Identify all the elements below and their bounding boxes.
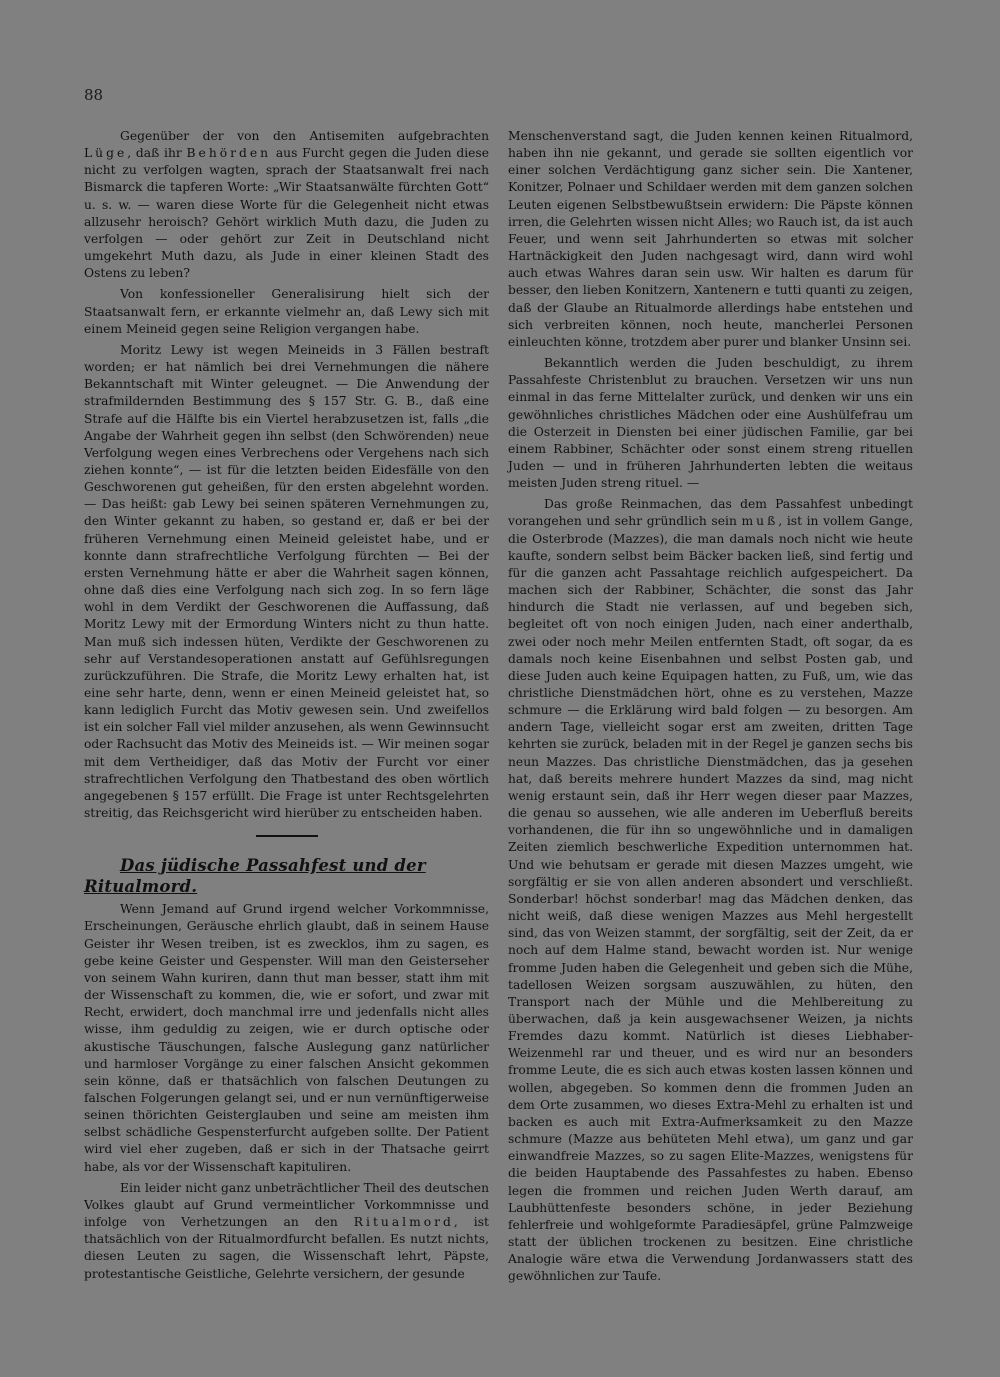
paragraph: Bekanntlich werden die Juden beschuldigt, zu ihrem Passahfeste Christenblut zu brauchen. Versetzen wir uns nun einmal in das ferne Mittelalter zurück, und denken wir uns ein gewöhnliches christliches Mädchen oder eine Aushülfefrau um die Osterzeit in Diensten bei einer jüdischen Familie, gar bei einem Rabbiner, Schächter oder sonst einem streng rituellen Juden — und in früheren Jahrhunderten lebten die weitaus meisten Juden streng rituel. — [508,356,913,491]
paragraph: Gegenüber der von den Antisemiten aufgebrachten Lüge, daß ihr Behörden aus Furcht gegen die Juden diese nicht zu verfolgen wagten, sprach der Staatsanwalt frei nach Bismarck die tapferen Worte: „Wir Staatsanwälte fürchten Gott“ u. s. w. — waren diese Worte für die Gelegenheit nicht etwas allzusehr heroisch? Gehört wirklich Muth dazu, die Juden zu verfolgen — oder gehört zur Zeit in Deutschland nicht umgekehrt Muth dazu, als Jude in einer kleinen Stadt des Ostens zu leben? [84,129,489,281]
paragraph: Ein leider nicht ganz unbeträchtlicher Theil des deutschen Volkes glaubt auf Grund vermeintlicher Vorkommnisse und infolge von Verhetzungen an den Ritualmord, ist thatsächlich von der Ritualmordfurcht befallen. Es nutzt nichts, diesen Leuten zu sagen, die Wissenschaft lehrt, Päpste, protestantische Geistliche, Gelehrte versichern, der gesunde [84,1180,489,1281]
left-column [84,128,489,1287]
paragraph: Menschenverstand sagt, die Juden kennen keinen Ritualmord, haben ihn nie gekannt, und gerade sie sollten eigentlich vor einer solchen Verdächtigung ganz sicher sein. Die Xantener, Konitzer, Polnaer und Schildaer werden mit dem ganzen solchen Leuten eigenen Selbstbewußtsein erwidern: Die Päpste können irren, die Gelehrten wissen nicht Alles; wo Rauch ist, da ist auch Feuer, und wenn seit Jahrhunderten so etwas mit solcher Hartnäckigkeit den Juden nachgesagt wird, dann wird wohl auch etwas Wahres daran sein usw. Wir halten es darum für besser, den lieben Konitzern, Xantenern e tutti quanti zu zeigen, daß der Glaube an Ritualmorde allerdings habe entstehen und sich verbreiten können, noch heute, mancherlei Personen einleuchten könne, trotzdem aber purer und blanker Unsinn sei. [508,129,913,349]
page-number: 88 [84,86,104,104]
right-column [508,128,913,1289]
spaced-word: Behörden [186,146,272,161]
section-heading: Das jüdische Passahfest und der Ritualmord. [84,856,426,897]
paragraph: Das große Reinmachen, das dem Passahfest unbedingt vorangehen und sehr gründlich sein muß, ist in vollem Gange, die Osterbrode (Mazzes), die man damals noch nicht wie heute kaufte, sondern selbst beim Bäcker backen ließ, sind fertig und für die ganzen acht Passahtage reichlich aufgespeichert. Da machen sich der Rabbiner, Schächter, die sonst das Jahr hindurch die Stadt nie verlassen, auf und begeben sich, begleitet oft von noch einigen Juden, nach einer anderthalb, zwei oder noch mehr Meilen entfernten Stadt, oft sogar, da es damals noch keine Eisenbahnen und selbst Posten gab, und diese Juden auch keine Equipagen hatten, zu Fuß, um, wie das christliche Dienstmädchen hört, ohne es zu verstehen, Mazze schmure — die Erklärung wird bald folgen — zu besorgen. Am andern Tage, vielleicht sogar erst am zweiten, dritten Tage kehrten sie zurück, beladen mit in der Regel je ganzen sechs bis neun Mazzes. Das christliche Dienstmädchen, das ja gesehen hat, daß bereits mehrere hundert Mazzes da sind, mag nicht wenig erstaunt sein, daß ihr Herr wegen dieser paar Mazzes, die genau so aussehen, wie alle anderen im Ueberfluß bereits vorhandenen, die für ihn so ungewöhnliche und in damaligen Zeiten ziemlich beschwerliche Expedition unternommen hat. Und wie behutsam er gerade mit diesen Mazzes umgeht, wie sorgfältig er sie von allen anderen absondert und verschließt. Sonderbar! höchst sonderbar! mag das Mädchen denken, das nicht weiß, daß diese wenigen Mazzes aus Mehl hergestellt sind, das von Weizen stammt, der sorgfältig, seit der Zeit, da er noch auf dem Halme stand, bewacht worden ist. Nur wenige fromme Juden haben die Gelegenheit und geben sich die Mühe, tadellosen Weizen sorgsam auszuwählen, zu hüten, den Transport nach der Mühle und die Mehlbereitung zu überwachen, daß ja kein ausgewachsener Weizen, ja nichts Fremdes dazu kommt. Natürlich ist dieses Liebhaber-Weizenmehl rar und theuer, und es wird nur an besonders fromme Leute, die es sich auch etwas kosten lassen können und wollen, abgegeben. So kommen denn die frommen Juden an dem Orte zusammen, wo dieses Extra-Mehl zu erhalten ist und backen es auch mit Extra-Aufmerksamkeit zu den Mazze schmure (Mazze aus behüteten Mehl etwa), um ganz und gar einwandfreie Mazzes, so zu sagen Elite-Mazzes, wenigstens für die beiden Hauptabende des Passahfestes zu haben. Ebenso legen die frommen und reichen Juden Werth darauf, am Laubhüttenfeste besonders schöne, in jeder Beziehung fehlerfreie und wohlgeformte Paradiesäpfel, grüne Palmzweige statt der üblichen trockenen zu besitzen. Eine christliche Analogie wäre etwa die Verwendung Jordanwassers statt des gewöhnlichen zur Taufe. [508,497,913,1284]
spaced-word: Lüge [84,146,128,161]
paragraph: Wenn Jemand auf Grund irgend welcher Vorkommnisse, Erscheinungen, Geräusche ehrlich glaubt, daß in seinem Hause Geister ihr Wesen treiben, ist es zwecklos, ihm zu sagen, es gebe keine Geister und Gespenster. Will man den Geisterseher von seinem Wahn kuriren, dann thut man besser, statt ihm mit der Wissenschaft zu kommen, die, wie er sofort, und zwar mit Recht, erwidert, doch manchmal irre und jedenfalls nicht alles wisse, ihm geduldig zu zeigen, wie er durch optische oder akustische Täuschungen, falsche Auslegung ganz natürlicher und harmloser Vorgänge zu einer falschen Ansicht gekommen sein könne, daß er thatsächlich von falschen Deutungen zu falschen Folgerungen gelangt sei, und er nun vernünftigerweise seinen thörichten Geisterglauben und seine am meisten ihm selbst schädliche Gespensterfurcht aufgeben sollte. Der Patient wird viel eher zugeben, daß er sich in der Thatsache geirrt habe, als vor der Wissenschaft kapituliren. [84,902,489,1174]
paragraph: Moritz Lewy ist wegen Meineids in 3 Fällen bestraft worden; er hat nämlich bei drei Vernehmungen die nähere Bekanntschaft mit Winter geleugnet. — Die Anwendung der strafmildernden Bestimmung des § 157 Str. G. B., daß eine Strafe auf die Hälfte bis ein Viertel herabzusetzen ist, falls „die Angabe der Wahrheit gegen ihn selbst (den Schwörenden) neue Verfolgung wegen eines Verbrechens oder Vergehens nach sich ziehen konnte“, — ist für die letzten beiden Eidesfälle von den Geschworenen gut geheißen, für den ersten abgelehnt worden. — Das heißt: gab Lewy bei seinen späteren Vernehmungen zu, den Winter gekannt zu haben, so gestand er, daß er bei der früheren Vernehmung einen Meineid geleistet habe, und er konnte dann strafrechtliche Verfolgung fürchten — Bei der ersten Vernehmung hätte er aber die Wahrheit sagen können, ohne daß dies eine Verfolgung nach sich zog. In so fern läge wohl in dem Verdikt der Geschworenen die Auffassung, daß Moritz Lewy mit der Ermordung Winters nicht zu thun hatte. Man muß sich indessen hüten, Verdikte der Geschworenen zu sehr auf Verstandesoperationen anstatt auf Gefühlsregungen zurückzuführen. Die Strafe, die Moritz Lewy erhalten hat, ist eine sehr harte, denn, wenn er einen Meineid geleistet hat, so kann lediglich Furcht das Motiv gewesen sein. Und zweifellos ist ein solcher Fall viel milder anzusehen, als wenn Gewinnsucht oder Rachsucht das Motiv des Meineids ist. — Wir meinen sogar mit dem Vertheidiger, daß das Motiv der Furcht vor einer strafrechtlichen Verfolgung den Thatbestand des oben wörtlich angegebenen § 157 erfüllt. Die Frage ist unter Rechtsgelehrten streitig, das Reichsgericht wird hierüber zu entscheiden haben. [84,342,489,821]
paragraph: Von konfessioneller Generalisirung hielt sich der Staatsanwalt fern, er erkannte vielmehr an, daß Lewy sich mit einem Meineid gegen seine Religion vergangen habe. [84,287,489,336]
spaced-word: muß [741,514,779,529]
section-divider [256,835,318,837]
spaced-word: Ritualmord [353,1215,454,1230]
